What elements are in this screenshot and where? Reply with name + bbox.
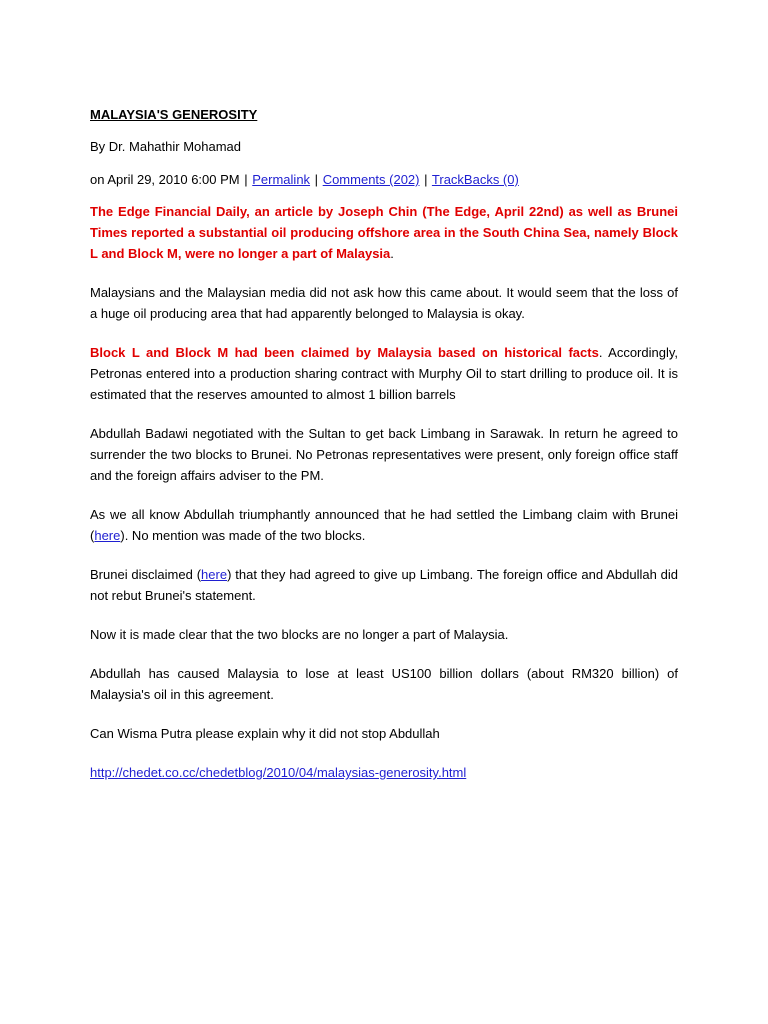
paragraph-text: ). No mention was made of the two blocks. [120,528,366,543]
paragraph-5 [90,504,678,546]
paragraph-text: . [390,246,394,261]
permalink-link[interactable]: Permalink [252,172,311,187]
article-byline: By Dr. Mahathir Mohamad [90,139,242,154]
emphasis-text: Block L and Block M had been claimed by Malaysia based on historical facts [90,345,599,360]
separator: | [424,172,428,187]
comments-link[interactable]: Comments (202) [322,172,420,187]
here-link[interactable]: here [94,528,121,543]
separator: | [314,172,319,187]
paragraph-9: Can Wisma Putra please explain why it did not stop Abdullah [90,726,440,741]
source-url-link[interactable]: http://chedet.co.cc/chedetblog/2010/04/malaysias-generosity.html [90,765,467,780]
paragraph-8: Abdullah has caused Malaysia to lose at least US100 billion dollars (about RM320 billion) of Malaysia's oil in this agreement. [90,666,678,702]
paragraph-text: As we all know Abdullah triumphantly announced that he had settled the Limbang claim with Brunei ( [90,507,678,543]
post-date: on April 29, 2010 6:00 PM [90,172,240,187]
source-url-paragraph [90,762,678,783]
article-title: MALAYSIA'S GENEROSITY [90,107,258,122]
paragraph-text: ) that they had agreed to give up Limbang. The foreign office and Abdullah did not rebut Brunei's statement. [90,567,679,603]
paragraph-3 [90,342,678,405]
paragraph-6 [90,564,678,606]
article-meta [90,169,678,190]
here-link[interactable]: here [201,567,228,582]
separator: | [244,172,248,187]
emphasis-text: The Edge Financial Daily, an article by Joseph Chin (The Edge, April 22nd) as well as Brunei Times reported a substantial oil producing offshore area in the South China Sea, namely Block L and Block M, were no longer a part of Malaysia [90,204,678,261]
paragraph-1 [90,201,678,264]
paragraph-7: Now it is made clear that the two blocks are no longer a part of Malaysia. [90,627,509,642]
paragraph-2: Malaysians and the Malaysian media did not ask how this came about. It would seem that the loss of a huge oil producing area that had apparently belonged to Malaysia is okay. [90,285,678,321]
article [90,104,678,801]
trackbacks-link[interactable]: TrackBacks (0) [431,172,519,187]
paragraph-text: Brunei disclaimed ( [90,567,202,582]
paragraph-text: . Accordingly, Petronas entered into a production sharing contract with Murphy Oil to start drilling to produce oil. It is estimated that the reserves amounted to almost 1 billion barrels [90,345,678,402]
paragraph-4: Abdullah Badawi negotiated with the Sultan to get back Limbang in Sarawak. In return he agreed to surrender the two blocks to Brunei. No Petronas representatives were present, only foreign office staff and the foreign affairs adviser to the PM. [90,426,678,483]
